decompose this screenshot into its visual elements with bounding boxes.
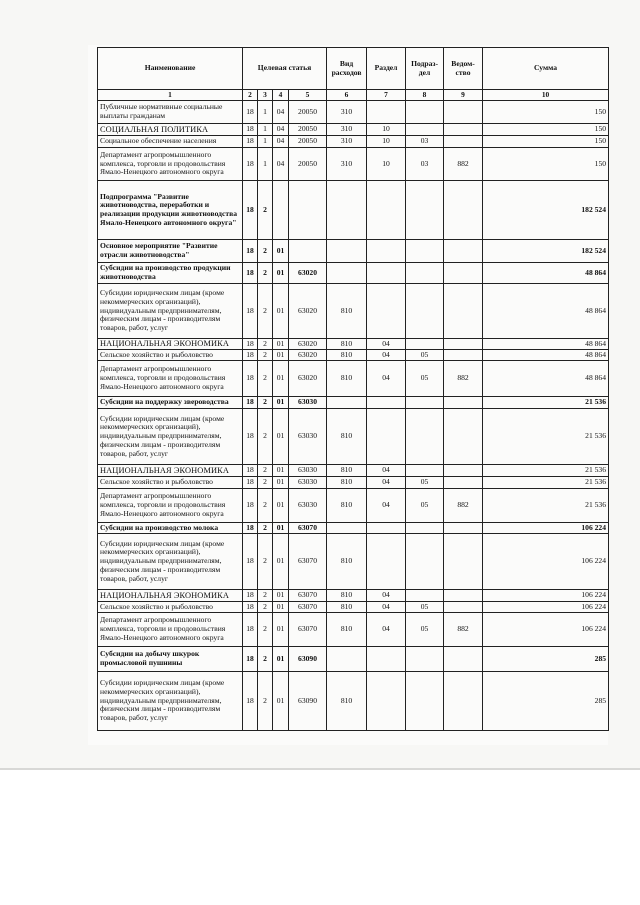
target-code-2-cell: 2 bbox=[258, 613, 273, 647]
table-row bbox=[98, 409, 609, 465]
target-code-4-cell: 63020 bbox=[289, 284, 327, 339]
row-name-cell: Департамент агропромышленного комплекса, торговли и продовольствия Ямало-Ненецкого автономного округа bbox=[98, 148, 243, 181]
target-code-1-cell: 18 bbox=[243, 350, 258, 361]
target-code-4-cell: 63070 bbox=[289, 590, 327, 602]
row-name-cell: Субсидии на поддержку звероводства bbox=[98, 397, 243, 409]
target-code-1-cell: 18 bbox=[243, 477, 258, 489]
table-row bbox=[98, 672, 609, 731]
razdel-cell: 04 bbox=[367, 350, 406, 361]
row-name-cell: НАЦИОНАЛЬНАЯ ЭКОНОМИКА bbox=[98, 465, 243, 477]
target-code-1-cell: 18 bbox=[243, 489, 258, 523]
target-code-3-cell: 01 bbox=[273, 240, 289, 263]
target-code-1-cell: 18 bbox=[243, 590, 258, 602]
vid-cell: 810 bbox=[327, 534, 367, 590]
vedomstvo-cell bbox=[444, 124, 483, 136]
vid-cell: 310 bbox=[327, 101, 367, 124]
target-code-3-cell: 01 bbox=[273, 339, 289, 350]
target-code-4-cell: 63020 bbox=[289, 350, 327, 361]
sum-cell: 106 224 bbox=[483, 534, 609, 590]
target-code-1-cell: 18 bbox=[243, 602, 258, 613]
vedomstvo-cell: 882 bbox=[444, 489, 483, 523]
vedomstvo-cell bbox=[444, 534, 483, 590]
target-code-3-cell: 01 bbox=[273, 409, 289, 465]
table-row bbox=[98, 350, 609, 361]
target-code-4-cell: 63030 bbox=[289, 409, 327, 465]
target-code-4-cell bbox=[289, 240, 327, 263]
sum-cell: 106 224 bbox=[483, 613, 609, 647]
target-code-2-cell: 1 bbox=[258, 124, 273, 136]
vid-cell bbox=[327, 240, 367, 263]
sum-cell: 182 524 bbox=[483, 181, 609, 240]
target-code-4-cell: 63020 bbox=[289, 263, 327, 284]
podrazdel-cell bbox=[406, 263, 444, 284]
vid-cell: 810 bbox=[327, 465, 367, 477]
sum-cell: 182 524 bbox=[483, 240, 609, 263]
sum-cell: 48 864 bbox=[483, 263, 609, 284]
table-row bbox=[98, 489, 609, 523]
vedomstvo-cell bbox=[444, 477, 483, 489]
target-code-4-cell: 63030 bbox=[289, 489, 327, 523]
sum-cell: 21 536 bbox=[483, 397, 609, 409]
vid-cell bbox=[327, 181, 367, 240]
target-code-2-cell: 1 bbox=[258, 148, 273, 181]
vid-cell: 310 bbox=[327, 136, 367, 148]
sum-cell: 21 536 bbox=[483, 409, 609, 465]
table-row bbox=[98, 136, 609, 148]
sum-cell: 106 224 bbox=[483, 590, 609, 602]
target-code-3-cell: 04 bbox=[273, 101, 289, 124]
sum-cell: 48 864 bbox=[483, 350, 609, 361]
vedomstvo-cell bbox=[444, 136, 483, 148]
column-number: 3 bbox=[258, 90, 273, 101]
razdel-cell bbox=[367, 284, 406, 339]
sum-cell: 21 536 bbox=[483, 477, 609, 489]
target-code-3-cell: 01 bbox=[273, 263, 289, 284]
vid-cell: 310 bbox=[327, 148, 367, 181]
row-name-cell: Основное мероприятие "Развитие отрасли животноводства" bbox=[98, 240, 243, 263]
row-name-cell: Субсидии на производство молока bbox=[98, 523, 243, 534]
podrazdel-cell: 03 bbox=[406, 136, 444, 148]
razdel-cell: 04 bbox=[367, 590, 406, 602]
target-code-2-cell: 1 bbox=[258, 136, 273, 148]
razdel-cell: 04 bbox=[367, 339, 406, 350]
vedomstvo-cell: 882 bbox=[444, 613, 483, 647]
header-vedomstvo: Ведом-ство bbox=[444, 48, 483, 90]
target-code-1-cell: 18 bbox=[243, 136, 258, 148]
column-number: 4 bbox=[273, 90, 289, 101]
target-code-3-cell: 01 bbox=[273, 397, 289, 409]
target-code-2-cell: 2 bbox=[258, 397, 273, 409]
vedomstvo-cell bbox=[444, 284, 483, 339]
row-name-cell: Сельское хозяйство и рыболовство bbox=[98, 350, 243, 361]
sum-cell: 285 bbox=[483, 672, 609, 731]
target-code-3-cell: 01 bbox=[273, 602, 289, 613]
table-row bbox=[98, 613, 609, 647]
target-code-1-cell: 18 bbox=[243, 284, 258, 339]
target-code-3-cell bbox=[273, 181, 289, 240]
vedomstvo-cell bbox=[444, 240, 483, 263]
column-number: 1 bbox=[98, 90, 243, 101]
sum-cell: 285 bbox=[483, 647, 609, 672]
vedomstvo-cell bbox=[444, 672, 483, 731]
target-code-1-cell: 18 bbox=[243, 465, 258, 477]
vid-cell bbox=[327, 647, 367, 672]
target-code-3-cell: 04 bbox=[273, 124, 289, 136]
razdel-cell: 04 bbox=[367, 489, 406, 523]
vedomstvo-cell: 882 bbox=[444, 148, 483, 181]
razdel-cell bbox=[367, 101, 406, 124]
podrazdel-cell bbox=[406, 397, 444, 409]
podrazdel-cell bbox=[406, 124, 444, 136]
target-code-1-cell: 18 bbox=[243, 409, 258, 465]
razdel-cell bbox=[367, 523, 406, 534]
target-code-2-cell: 2 bbox=[258, 181, 273, 240]
sum-cell: 21 536 bbox=[483, 489, 609, 523]
target-code-4-cell: 63030 bbox=[289, 477, 327, 489]
target-code-4-cell: 63070 bbox=[289, 602, 327, 613]
target-code-2-cell: 2 bbox=[258, 263, 273, 284]
razdel-cell bbox=[367, 240, 406, 263]
row-name-cell: НАЦИОНАЛЬНАЯ ЭКОНОМИКА bbox=[98, 590, 243, 602]
target-code-3-cell: 01 bbox=[273, 534, 289, 590]
podrazdel-cell: 05 bbox=[406, 602, 444, 613]
table-row bbox=[98, 361, 609, 397]
target-code-2-cell: 2 bbox=[258, 602, 273, 613]
header-summa: Сумма bbox=[483, 48, 609, 90]
row-name-cell: Сельское хозяйство и рыболовство bbox=[98, 602, 243, 613]
target-code-1-cell: 18 bbox=[243, 534, 258, 590]
target-code-2-cell: 2 bbox=[258, 240, 273, 263]
podrazdel-cell: 03 bbox=[406, 148, 444, 181]
razdel-cell bbox=[367, 181, 406, 240]
target-code-4-cell: 63070 bbox=[289, 523, 327, 534]
vid-cell: 810 bbox=[327, 409, 367, 465]
table-row bbox=[98, 465, 609, 477]
sum-cell: 150 bbox=[483, 136, 609, 148]
target-code-2-cell: 2 bbox=[258, 350, 273, 361]
vedomstvo-cell bbox=[444, 465, 483, 477]
row-name-cell: Сельское хозяйство и рыболовство bbox=[98, 477, 243, 489]
vid-cell: 810 bbox=[327, 284, 367, 339]
row-name-cell: СОЦИАЛЬНАЯ ПОЛИТИКА bbox=[98, 124, 243, 136]
vid-cell: 810 bbox=[327, 477, 367, 489]
podrazdel-cell bbox=[406, 181, 444, 240]
target-code-2-cell: 1 bbox=[258, 101, 273, 124]
target-code-2-cell: 2 bbox=[258, 477, 273, 489]
vedomstvo-cell bbox=[444, 181, 483, 240]
target-code-3-cell: 04 bbox=[273, 148, 289, 181]
target-code-3-cell: 01 bbox=[273, 590, 289, 602]
target-code-4-cell: 20050 bbox=[289, 136, 327, 148]
row-name-cell: Социальное обеспечение населения bbox=[98, 136, 243, 148]
vid-cell: 810 bbox=[327, 489, 367, 523]
target-code-2-cell: 2 bbox=[258, 647, 273, 672]
header-target: Целевая статья bbox=[243, 48, 327, 90]
target-code-2-cell: 2 bbox=[258, 523, 273, 534]
target-code-1-cell: 18 bbox=[243, 647, 258, 672]
razdel-cell: 04 bbox=[367, 602, 406, 613]
target-code-4-cell: 20050 bbox=[289, 148, 327, 181]
podrazdel-cell: 05 bbox=[406, 477, 444, 489]
target-code-4-cell: 63090 bbox=[289, 647, 327, 672]
target-code-1-cell: 18 bbox=[243, 181, 258, 240]
target-code-1-cell: 18 bbox=[243, 101, 258, 124]
razdel-cell bbox=[367, 263, 406, 284]
table-row bbox=[98, 534, 609, 590]
podrazdel-cell: 05 bbox=[406, 613, 444, 647]
column-number: 2 bbox=[243, 90, 258, 101]
target-code-1-cell: 18 bbox=[243, 240, 258, 263]
podrazdel-cell bbox=[406, 101, 444, 124]
sum-cell: 21 536 bbox=[483, 465, 609, 477]
razdel-cell bbox=[367, 672, 406, 731]
target-code-4-cell: 20050 bbox=[289, 101, 327, 124]
podrazdel-cell bbox=[406, 523, 444, 534]
column-number-row bbox=[98, 90, 609, 101]
razdel-cell bbox=[367, 397, 406, 409]
table-row bbox=[98, 397, 609, 409]
target-code-2-cell: 2 bbox=[258, 361, 273, 397]
vedomstvo-cell bbox=[444, 263, 483, 284]
target-code-4-cell: 63070 bbox=[289, 534, 327, 590]
table-row bbox=[98, 647, 609, 672]
vid-cell: 810 bbox=[327, 361, 367, 397]
table-row bbox=[98, 284, 609, 339]
table-row bbox=[98, 181, 609, 240]
row-name-cell: Субсидии юридическим лицам (кроме некоммерческих организаций), индивидуальным предпринимателям, физическим лицам - производителям товаров, работ, услуг bbox=[98, 534, 243, 590]
vid-cell: 810 bbox=[327, 350, 367, 361]
target-code-2-cell: 2 bbox=[258, 489, 273, 523]
table-row bbox=[98, 101, 609, 124]
row-name-cell: Департамент агропромышленного комплекса, торговли и продовольствия Ямало-Ненецкого автономного округа bbox=[98, 613, 243, 647]
sum-cell: 48 864 bbox=[483, 284, 609, 339]
target-code-1-cell: 18 bbox=[243, 124, 258, 136]
table-body bbox=[98, 101, 609, 731]
table-row bbox=[98, 339, 609, 350]
row-name-cell: Субсидии на производство продукции животноводства bbox=[98, 263, 243, 284]
table-row bbox=[98, 590, 609, 602]
row-name-cell: Субсидии на добычу шкурок промысловой пушнины bbox=[98, 647, 243, 672]
target-code-4-cell: 63090 bbox=[289, 672, 327, 731]
sum-cell: 150 bbox=[483, 124, 609, 136]
podrazdel-cell: 05 bbox=[406, 489, 444, 523]
row-name-cell: Публичные нормативные социальные выплаты гражданам bbox=[98, 101, 243, 124]
target-code-1-cell: 18 bbox=[243, 613, 258, 647]
vedomstvo-cell bbox=[444, 397, 483, 409]
podrazdel-cell bbox=[406, 409, 444, 465]
column-number: 9 bbox=[444, 90, 483, 101]
podrazdel-cell: 05 bbox=[406, 350, 444, 361]
table-row bbox=[98, 523, 609, 534]
vid-cell: 310 bbox=[327, 124, 367, 136]
row-name-cell: Департамент агропромышленного комплекса, торговли и продовольствия Ямало-Ненецкого автономного округа bbox=[98, 361, 243, 397]
target-code-1-cell: 18 bbox=[243, 263, 258, 284]
razdel-cell: 04 bbox=[367, 361, 406, 397]
target-code-3-cell: 01 bbox=[273, 672, 289, 731]
header-name: Наименование bbox=[98, 48, 243, 90]
table-row bbox=[98, 263, 609, 284]
table-row bbox=[98, 124, 609, 136]
target-code-1-cell: 18 bbox=[243, 523, 258, 534]
podrazdel-cell bbox=[406, 465, 444, 477]
target-code-3-cell: 01 bbox=[273, 523, 289, 534]
vid-cell: 810 bbox=[327, 590, 367, 602]
target-code-4-cell: 63070 bbox=[289, 613, 327, 647]
target-code-2-cell: 2 bbox=[258, 465, 273, 477]
row-name-cell: НАЦИОНАЛЬНАЯ ЭКОНОМИКА bbox=[98, 339, 243, 350]
target-code-1-cell: 18 bbox=[243, 361, 258, 397]
podrazdel-cell bbox=[406, 647, 444, 672]
razdel-cell bbox=[367, 647, 406, 672]
podrazdel-cell: 05 bbox=[406, 361, 444, 397]
target-code-2-cell: 2 bbox=[258, 672, 273, 731]
row-name-cell: Субсидии юридическим лицам (кроме некоммерческих организаций), индивидуальным предпринимателям, физическим лицам - производителям товаров, работ, услуг bbox=[98, 409, 243, 465]
table-row bbox=[98, 477, 609, 489]
podrazdel-cell bbox=[406, 534, 444, 590]
podrazdel-cell bbox=[406, 590, 444, 602]
scan-edge bbox=[0, 768, 640, 770]
razdel-cell: 10 bbox=[367, 148, 406, 181]
target-code-3-cell: 01 bbox=[273, 489, 289, 523]
sum-cell: 150 bbox=[483, 101, 609, 124]
razdel-cell bbox=[367, 534, 406, 590]
target-code-2-cell: 2 bbox=[258, 534, 273, 590]
vid-cell: 810 bbox=[327, 339, 367, 350]
sum-cell: 106 224 bbox=[483, 523, 609, 534]
target-code-2-cell: 2 bbox=[258, 409, 273, 465]
column-number: 8 bbox=[406, 90, 444, 101]
sum-cell: 48 864 bbox=[483, 361, 609, 397]
target-code-2-cell: 2 bbox=[258, 339, 273, 350]
target-code-3-cell: 01 bbox=[273, 465, 289, 477]
target-code-3-cell: 01 bbox=[273, 350, 289, 361]
vedomstvo-cell bbox=[444, 647, 483, 672]
vid-cell: 810 bbox=[327, 613, 367, 647]
razdel-cell bbox=[367, 409, 406, 465]
row-name-cell: Подпрограмма "Развитие животноводства, переработки и реализации продукции животноводства Ямало-Ненецкого автономного округа" bbox=[98, 181, 243, 240]
target-code-3-cell: 01 bbox=[273, 361, 289, 397]
header-razdel: Раздел bbox=[367, 48, 406, 90]
vedomstvo-cell bbox=[444, 602, 483, 613]
target-code-1-cell: 18 bbox=[243, 397, 258, 409]
target-code-3-cell: 01 bbox=[273, 284, 289, 339]
razdel-cell: 04 bbox=[367, 613, 406, 647]
podrazdel-cell bbox=[406, 284, 444, 339]
table-row bbox=[98, 240, 609, 263]
row-name-cell: Субсидии юридическим лицам (кроме некоммерческих организаций), индивидуальным предпринимателям, физическим лицам - производителям товаров, работ, услуг bbox=[98, 284, 243, 339]
sum-cell: 150 bbox=[483, 148, 609, 181]
vid-cell: 810 bbox=[327, 672, 367, 731]
target-code-3-cell: 01 bbox=[273, 647, 289, 672]
row-name-cell: Департамент агропромышленного комплекса, торговли и продовольствия Ямало-Ненецкого автономного округа bbox=[98, 489, 243, 523]
table-row bbox=[98, 148, 609, 181]
vedomstvo-cell: 882 bbox=[444, 361, 483, 397]
column-number: 6 bbox=[327, 90, 367, 101]
target-code-4-cell bbox=[289, 181, 327, 240]
target-code-1-cell: 18 bbox=[243, 148, 258, 181]
table-header bbox=[98, 48, 609, 101]
vedomstvo-cell bbox=[444, 409, 483, 465]
vid-cell bbox=[327, 523, 367, 534]
target-code-1-cell: 18 bbox=[243, 672, 258, 731]
target-code-3-cell: 01 bbox=[273, 613, 289, 647]
vid-cell bbox=[327, 397, 367, 409]
column-number: 5 bbox=[289, 90, 327, 101]
budget-table bbox=[97, 47, 609, 731]
header-vid: Вид расходов bbox=[327, 48, 367, 90]
razdel-cell: 04 bbox=[367, 477, 406, 489]
razdel-cell: 04 bbox=[367, 465, 406, 477]
podrazdel-cell bbox=[406, 339, 444, 350]
vedomstvo-cell bbox=[444, 523, 483, 534]
razdel-cell: 10 bbox=[367, 136, 406, 148]
header-podrazdel: Подраз-дел bbox=[406, 48, 444, 90]
target-code-4-cell: 63030 bbox=[289, 465, 327, 477]
podrazdel-cell bbox=[406, 672, 444, 731]
target-code-4-cell: 63020 bbox=[289, 339, 327, 350]
target-code-1-cell: 18 bbox=[243, 339, 258, 350]
target-code-2-cell: 2 bbox=[258, 590, 273, 602]
vid-cell: 810 bbox=[327, 602, 367, 613]
target-code-2-cell: 2 bbox=[258, 284, 273, 339]
row-name-cell: Субсидии юридическим лицам (кроме некоммерческих организаций), индивидуальным предпринимателям, физическим лицам - производителям товаров, работ, услуг bbox=[98, 672, 243, 731]
target-code-3-cell: 01 bbox=[273, 477, 289, 489]
podrazdel-cell bbox=[406, 240, 444, 263]
razdel-cell: 10 bbox=[367, 124, 406, 136]
sum-cell: 48 864 bbox=[483, 339, 609, 350]
sum-cell: 106 224 bbox=[483, 602, 609, 613]
vedomstvo-cell bbox=[444, 350, 483, 361]
table-row bbox=[98, 602, 609, 613]
vedomstvo-cell bbox=[444, 339, 483, 350]
vedomstvo-cell bbox=[444, 101, 483, 124]
vedomstvo-cell bbox=[444, 590, 483, 602]
column-number: 7 bbox=[367, 90, 406, 101]
target-code-4-cell: 63030 bbox=[289, 397, 327, 409]
target-code-3-cell: 04 bbox=[273, 136, 289, 148]
vid-cell bbox=[327, 263, 367, 284]
target-code-4-cell: 63020 bbox=[289, 361, 327, 397]
column-number: 10 bbox=[483, 90, 609, 101]
target-code-4-cell: 20050 bbox=[289, 124, 327, 136]
